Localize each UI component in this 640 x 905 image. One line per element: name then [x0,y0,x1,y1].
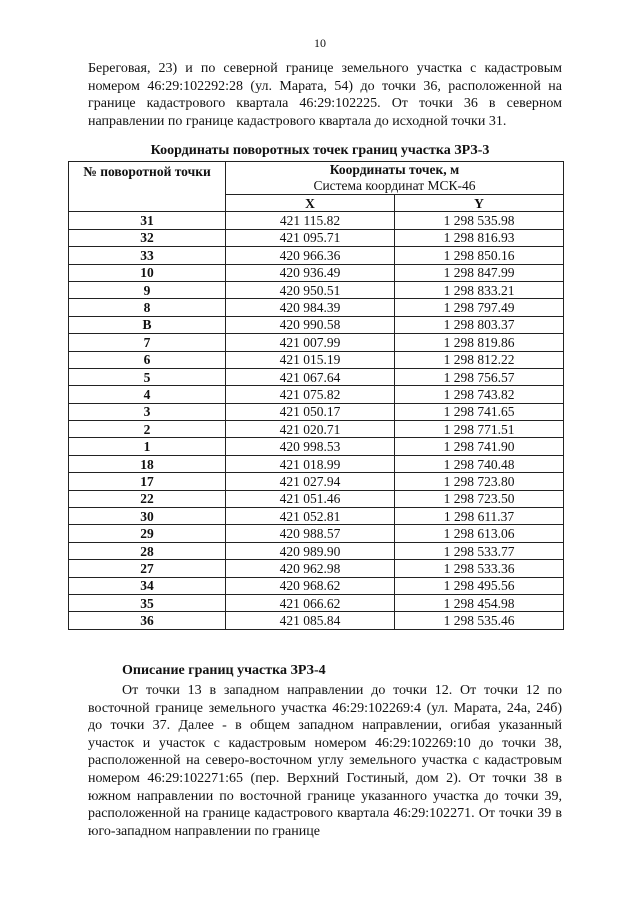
y-coordinate-cell: 1 298 535.98 [395,212,564,229]
x-coordinate-cell: 421 085.84 [226,612,395,629]
y-coordinate-cell: 1 298 771.51 [395,421,564,438]
y-coordinate-cell: 1 298 847.99 [395,264,564,281]
point-number-cell: 33 [69,247,226,264]
table-row [69,577,564,594]
table-row [69,594,564,611]
x-coordinate-cell: 420 988.57 [226,525,395,542]
point-number-cell: 30 [69,508,226,525]
point-number-cell: 18 [69,455,226,472]
x-coordinate-cell: 421 066.62 [226,594,395,611]
x-coordinate-cell: 421 052.81 [226,508,395,525]
point-number-cell: 34 [69,577,226,594]
header-x: X [226,195,395,212]
y-coordinate-cell: 1 298 611.37 [395,508,564,525]
table-row [69,212,564,229]
header-y: Y [395,195,564,212]
point-number-cell: 27 [69,560,226,577]
table-row [69,264,564,281]
header-coordinates [226,162,564,195]
x-coordinate-cell: 421 115.82 [226,212,395,229]
point-number-cell: 10 [69,264,226,281]
table-row [69,299,564,316]
table-row [69,281,564,298]
table-row [69,386,564,403]
y-coordinate-cell: 1 298 812.22 [395,351,564,368]
y-coordinate-cell: 1 298 741.90 [395,438,564,455]
table-body [69,212,564,629]
point-number-cell: 28 [69,542,226,559]
y-coordinate-cell: 1 298 495.56 [395,577,564,594]
page-number: 10 [314,36,326,50]
point-number-cell: 36 [69,612,226,629]
y-coordinate-cell: 1 298 850.16 [395,247,564,264]
x-coordinate-cell: 420 966.36 [226,247,395,264]
table-row [69,421,564,438]
x-coordinate-cell: 420 962.98 [226,560,395,577]
point-number-cell: 8 [69,299,226,316]
x-coordinate-cell: 421 015.19 [226,351,395,368]
table-row [69,368,564,385]
point-number-cell: 29 [69,525,226,542]
header-coordinates-title: Координаты точек, м [329,162,460,177]
section-paragraph: От точки 13 в западном направлении до точки 12. От точки 12 по восточной границе земельного участка 46:29:102269:4 (ул. Марата, 24а, 24б) до точки 37. Далее - в общем западном направлении, огибая указанный участок и участок с кадастровым номером 46:29:102269:10 до точки 38, расположенной на северо-восточном углу земельного участка с кадастровым номером 46:29:102271:65 (пер. Верхний Гостиный, дом 2). От точки 38 в южном направлении по восточной границе указанного участка до точки 39, расположенной на границе кадастрового квартала 46:29:102271. От точки 39 в юго-западном направлении по границе [88,683,562,839]
section-title: Описание границ участка ЗРЗ-4 [122,663,326,678]
table-row [69,247,564,264]
x-coordinate-cell: 420 950.51 [226,281,395,298]
coordinates-table [68,161,564,630]
y-coordinate-cell: 1 298 533.36 [395,560,564,577]
x-coordinate-cell: 421 020.71 [226,421,395,438]
y-coordinate-cell: 1 298 740.48 [395,455,564,472]
point-number-cell: 7 [69,334,226,351]
x-coordinate-cell: 421 075.82 [226,386,395,403]
y-coordinate-cell: 1 298 803.37 [395,316,564,333]
x-coordinate-cell: 421 018.99 [226,455,395,472]
x-coordinate-cell: 420 984.39 [226,299,395,316]
point-number-cell: 35 [69,594,226,611]
table-row [69,525,564,542]
table-row [69,508,564,525]
point-number-cell: 31 [69,212,226,229]
point-number-cell: 6 [69,351,226,368]
y-coordinate-cell: 1 298 743.82 [395,386,564,403]
table-title: Координаты поворотных точек границ участка ЗРЗ-3 [150,143,490,158]
table-row [69,455,564,472]
table-row [69,403,564,420]
table-row [69,612,564,629]
y-coordinate-cell: 1 298 533.77 [395,542,564,559]
point-number-cell: В [69,316,226,333]
point-number-cell: 3 [69,403,226,420]
x-coordinate-cell: 421 095.71 [226,229,395,246]
x-coordinate-cell: 421 007.99 [226,334,395,351]
x-coordinate-cell: 420 990.58 [226,316,395,333]
y-coordinate-cell: 1 298 454.98 [395,594,564,611]
point-number-cell: 32 [69,229,226,246]
point-number-cell: 9 [69,281,226,298]
header-point-number: № поворотной точки [69,162,226,212]
point-number-cell: 2 [69,421,226,438]
y-coordinate-cell: 1 298 819.86 [395,334,564,351]
intro-paragraph: Береговая, 23) и по северной границе земельного участка с кадастровым номером 46:29:102292:28 (ул. Марата, 54) до точки 36, расположенной на границе кадастрового квартала 46:29:102225. От точки 36 в северном направлении по границе кадастрового квартала до исходной точки 31. [88,61,562,129]
point-number-cell: 4 [69,386,226,403]
x-coordinate-cell: 421 027.94 [226,473,395,490]
y-coordinate-cell: 1 298 723.80 [395,473,564,490]
y-coordinate-cell: 1 298 535.46 [395,612,564,629]
table-row [69,334,564,351]
y-coordinate-cell: 1 298 833.21 [395,281,564,298]
y-coordinate-cell: 1 298 797.49 [395,299,564,316]
point-number-cell: 1 [69,438,226,455]
x-coordinate-cell: 421 067.64 [226,368,395,385]
y-coordinate-cell: 1 298 816.93 [395,229,564,246]
table-row [69,438,564,455]
x-coordinate-cell: 421 051.46 [226,490,395,507]
x-coordinate-cell: 421 050.17 [226,403,395,420]
table-row [69,542,564,559]
x-coordinate-cell: 420 989.90 [226,542,395,559]
table-row [69,351,564,368]
table-row [69,473,564,490]
y-coordinate-cell: 1 298 723.50 [395,490,564,507]
table-row [69,229,564,246]
table-row [69,490,564,507]
header-coordinate-system: Система координат МСК-46 [313,178,476,193]
x-coordinate-cell: 420 936.49 [226,264,395,281]
point-number-cell: 22 [69,490,226,507]
point-number-cell: 17 [69,473,226,490]
y-coordinate-cell: 1 298 756.57 [395,368,564,385]
x-coordinate-cell: 420 998.53 [226,438,395,455]
y-coordinate-cell: 1 298 613.06 [395,525,564,542]
table-row [69,316,564,333]
point-number-cell: 5 [69,368,226,385]
y-coordinate-cell: 1 298 741.65 [395,403,564,420]
table-row [69,560,564,577]
x-coordinate-cell: 420 968.62 [226,577,395,594]
